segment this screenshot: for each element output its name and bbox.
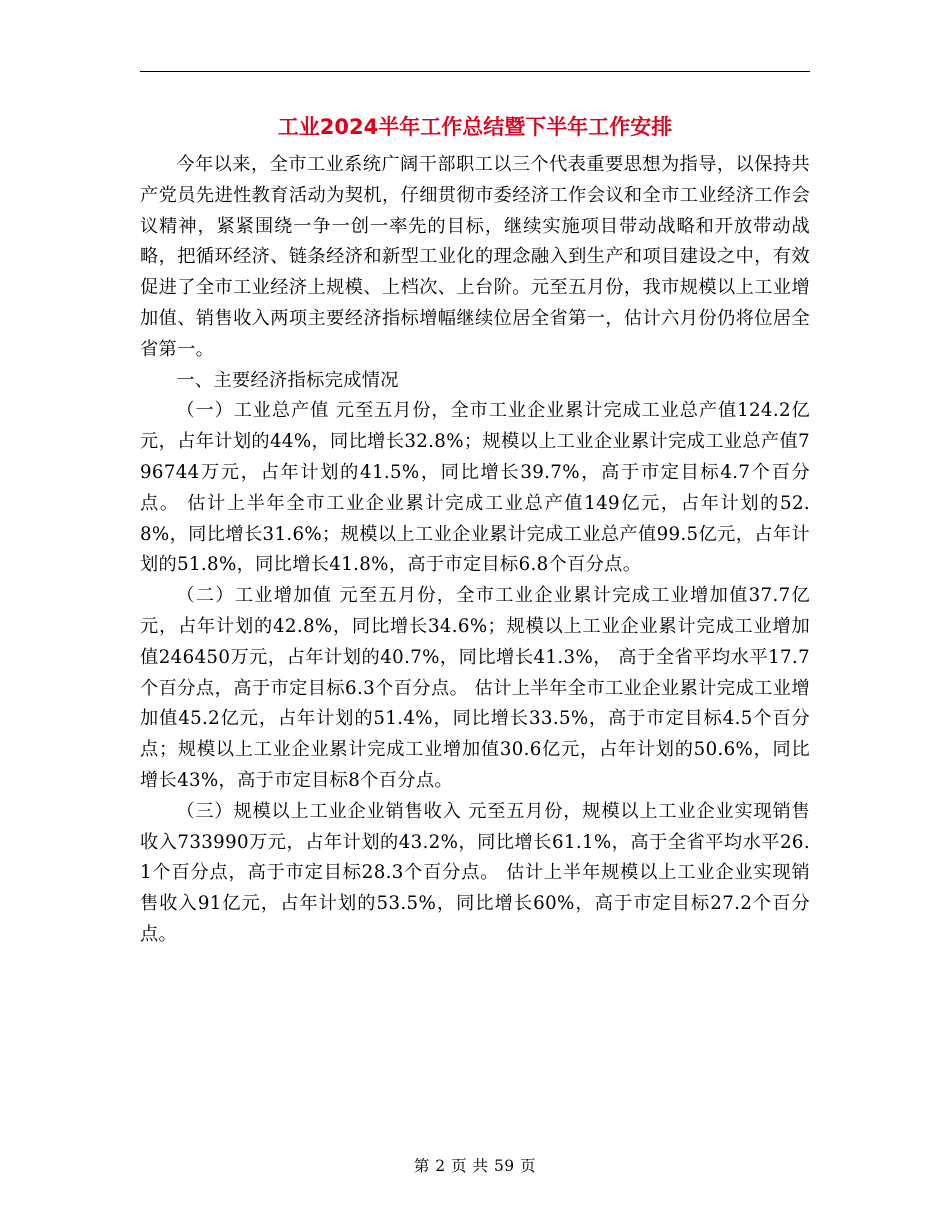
document-body [140, 150, 810, 951]
header-rule [140, 71, 810, 72]
section-heading: 一、主要经济指标完成情况 [176, 369, 399, 391]
sales-revenue-paragraph: （三）规模以上工业企业销售收入 元至五月份，规模以上工业企业实现销售收入733990万元，占年计划的43.2%，同比增长61.1%，高于全省平均水平26.1个百分点，高于市定目标28.3个百分点。 估计上半年规模以上工业企业实现销售收入91亿元，占年计划的53.5%，同比增长60%，高于市定目标27.2个百分点。 [140, 800, 810, 945]
gross-output-paragraph: （一）工业总产值 元至五月份，全市工业企业累计完成工业总产值124.2亿元，占年计划的44%，同比增长32.8%；规模以上工业企业累计完成工业总产值796744万元，占年计划的41.5%，同比增长39.7%，高于市定目标4.7个百分点。 估计上半年全市工业企业累计完成工业总产值149亿元，占年计划的52.8%，同比增长31.6%；规模以上工业企业累计完成工业总产值99.5亿元，占年计划的51.8%，同比增长41.8%，高于市定目标6.8个百分点。 [140, 400, 810, 576]
intro-paragraph: 今年以来，全市工业系统广阔干部职工以三个代表重要思想为指导，以保持共产党员先进性教育活动为契机，仔细贯彻市委经济工作会议和全市工业经济工作会议精神，紧紧围绕一争一创一率先的目标，继续实施项目带动战略和开放带动战略，把循环经济、链条经济和新型工业化的理念融入到生产和项目建设之中，有效促进了全市工业经济上规模、上档次、上台阶。元至五月份，我市规模以上工业增加值、销售收入两项主要经济指标增幅继续位居全省第一，估计六月份仍将位居全省第一。 [140, 154, 810, 360]
page-footer: 第 2 页 共 59 页 [413, 1157, 537, 1175]
document-title: 工业2024半年工作总结暨下半年工作安排 [277, 115, 673, 139]
value-added-paragraph: （二）工业增加值 元至五月份，全市工业企业累计完成工业增加值37.7亿元，占年计划的42.8%，同比增长34.6%；规模以上工业企业累计完成工业增加值246450万元，占年计划的40.7%，同比增长41.3%， 高于全省平均水平17.7个百分点，高于市定目标6.3个百分点。 估计上半年全市工业企业累计完成工业增加值45.2亿元，占年计划的51.4%，同比增长33.5%，高于市定目标4.5个百分点；规模以上工业企业累计完成工业增加值30.6亿元，占年计划的50.6%，同比增长43%，高于市定目标8个百分点。 [140, 585, 810, 791]
